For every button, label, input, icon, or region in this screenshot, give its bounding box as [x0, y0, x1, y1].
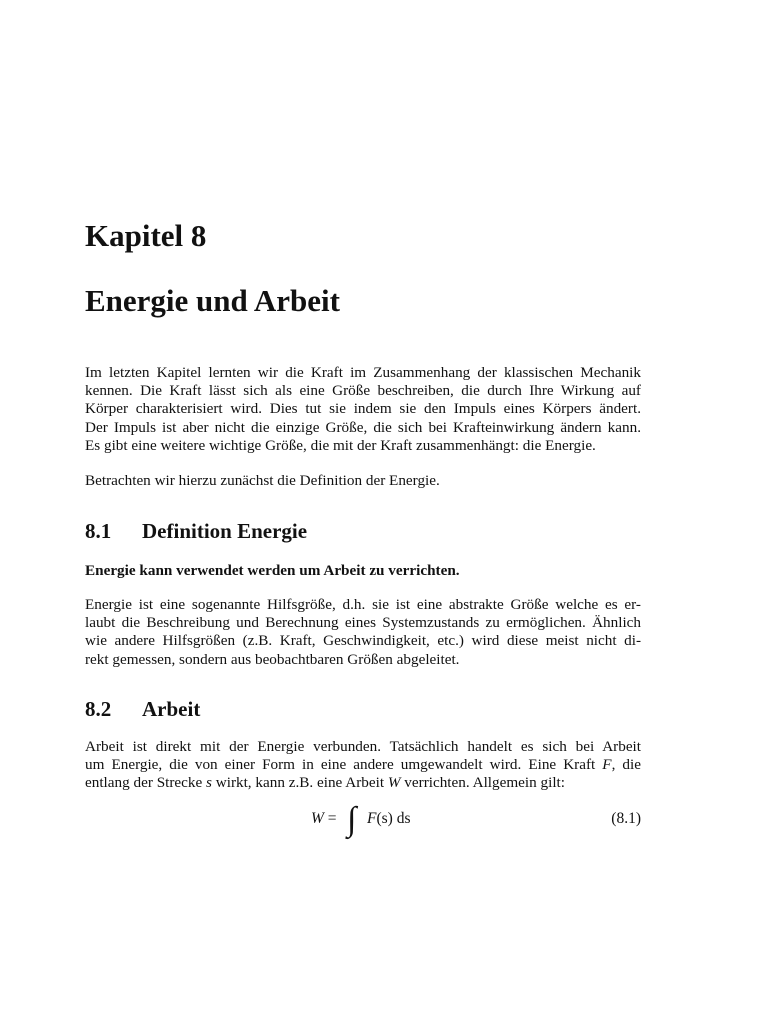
text-fragment: verrichten. Allgemein gilt:	[400, 774, 565, 792]
chapter-label: Kapitel 8	[85, 218, 207, 253]
intro-line: Es gibt eine weitere wichtige Größe, die mit der Kraft zusammenhängt: die Energie.	[85, 436, 596, 454]
section1-paragraph	[85, 596, 641, 669]
section1-line: Energie ist eine sogenannte Hilfsgröße, d.h. sie ist eine abstrakte Größe welche es er-	[85, 596, 641, 613]
section1-line: wie andere Hilfsgrößen (z.B. Kraft, Geschwindigkeit, etc.) wird diese meist nicht di-	[85, 632, 641, 650]
variable-W: W	[311, 810, 324, 827]
section1-lead: Energie kann verwendet werden um Arbeit zu verrichten.	[85, 562, 460, 579]
section-title: Definition Energie	[142, 519, 308, 543]
intro-second-line: Betrachten wir hierzu zunächst die Definition der Energie.	[85, 472, 440, 489]
variable-W: W	[387, 774, 401, 792]
variable-s: s	[206, 774, 212, 792]
integral-sign: ∫	[347, 801, 357, 838]
text-fragment: um Energie, die von einer Form in eine andere umgewandelt wird. Eine Kraft	[85, 756, 603, 774]
text-fragment: wirkt, kann z.B. eine Arbeit	[211, 774, 388, 792]
equals-sign: =	[323, 810, 337, 827]
intro-line: Im letzten Kapitel lernten wir die Kraft im Zusammenhang der klassischen Mechanik	[85, 364, 641, 381]
document-page	[85, 0, 641, 1024]
section-title: Arbeit	[142, 697, 201, 721]
equation-number: (8.1)	[611, 810, 641, 827]
intro-paragraph	[85, 364, 641, 455]
section2-line: Arbeit ist direkt mit der Energie verbunden. Tatsächlich handelt es sich bei Arbeit	[85, 738, 641, 755]
section2-line	[85, 774, 641, 792]
equation-lhs	[311, 810, 337, 828]
variable-F: F	[602, 756, 612, 774]
section2-line	[85, 756, 641, 774]
section-number: 8.1	[85, 519, 112, 543]
section2-paragraph	[85, 738, 641, 793]
section-heading-definition-energie	[85, 518, 307, 544]
chapter-title: Energie und Arbeit	[85, 283, 340, 318]
intro-line: Körper charakterisiert wird. Dies tut sie indem sie den Impuls eines Körpers ändert.	[85, 400, 641, 418]
text-fragment: , die	[611, 756, 641, 774]
section1-line: laubt die Beschreibung und Berechnung eines Systemzustands zu ermöglichen. Ähnlich	[85, 614, 641, 632]
intro-line: Der Impuls ist aber nicht die einzige Größe, die sich bei Krafteinwirkung ändern kann.	[85, 418, 641, 436]
equation-8-1	[85, 801, 641, 844]
differential: ds	[392, 810, 411, 827]
text-fragment: entlang der Strecke	[85, 774, 207, 792]
section1-line: rekt gemessen, sondern aus beobachtbaren Größen abgeleitet.	[85, 650, 460, 668]
variable-F: F	[367, 810, 377, 827]
intro-second-paragraph	[85, 472, 641, 490]
section-number: 8.2	[85, 697, 112, 721]
argument: (s)	[376, 810, 393, 827]
intro-line: kennen. Die Kraft lässt sich als eine Größe beschreiben, die durch Ihre Wirkung auf	[85, 382, 641, 400]
equation-integrand	[367, 810, 411, 828]
section-heading-arbeit	[85, 696, 200, 722]
